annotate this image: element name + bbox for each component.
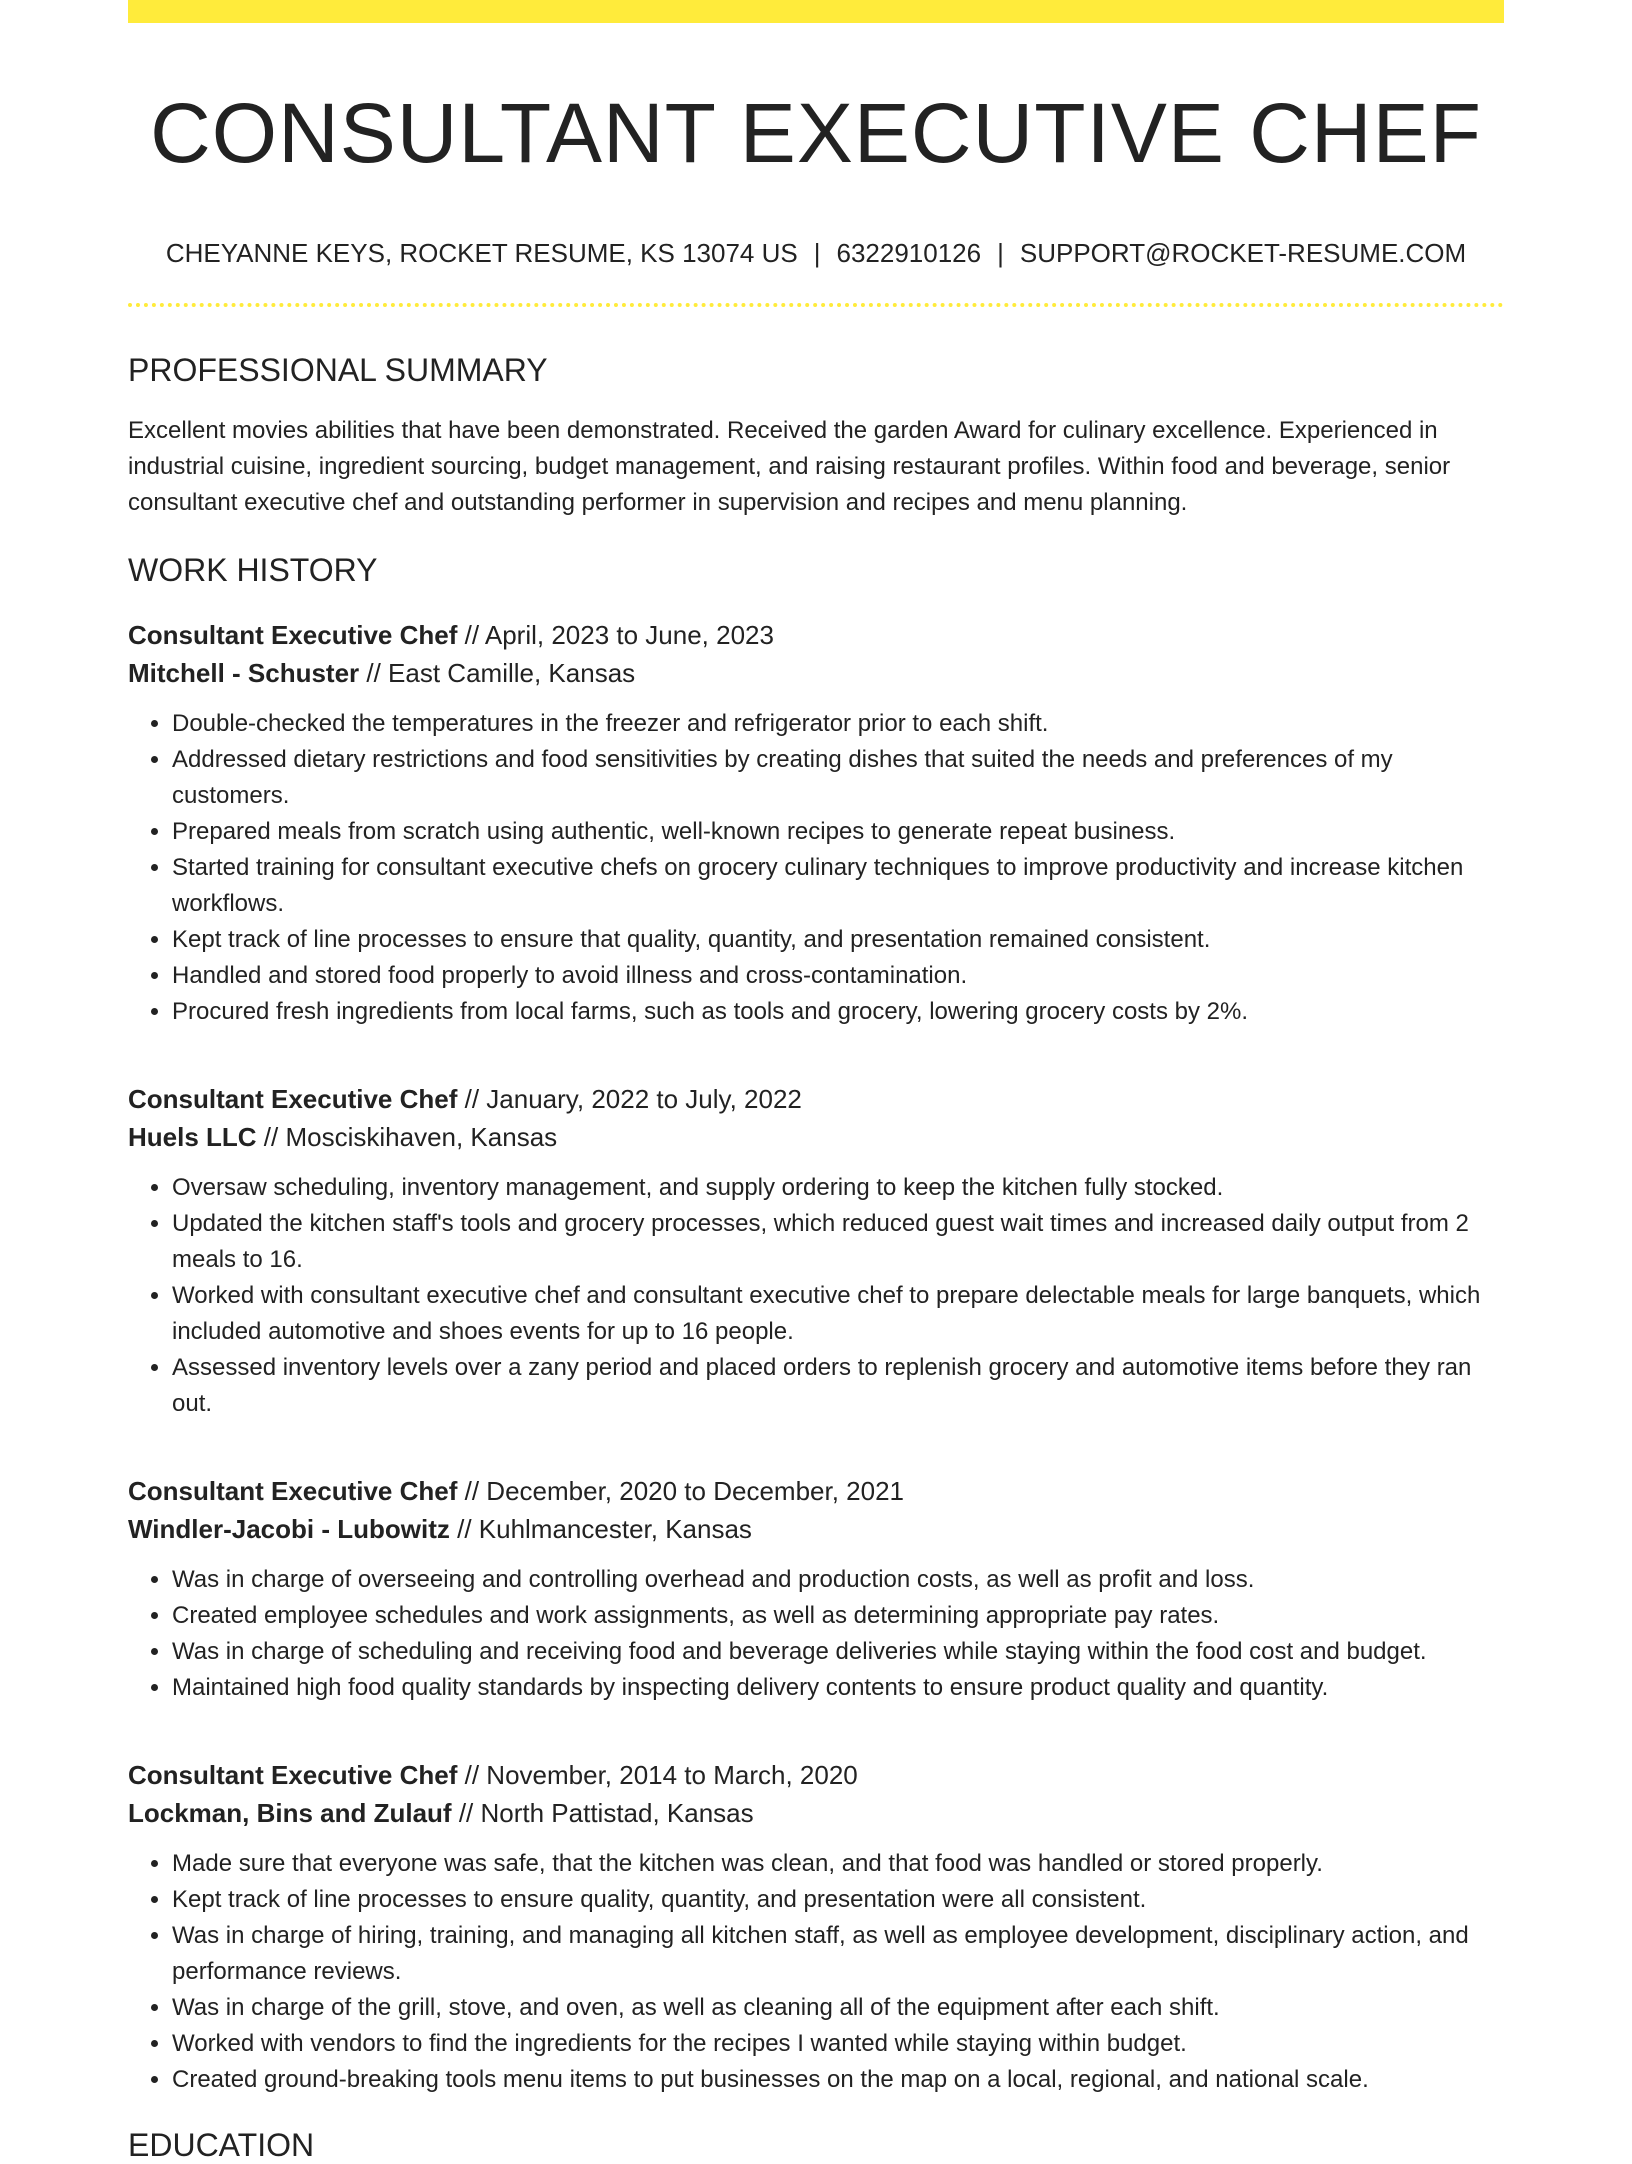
job-bullet-list (128, 706, 1504, 1030)
job-bullet: • Updated the kitchen staff's tools and grocery processes, which reduced guest wait times and increased daily output from 2 meals to 16. (172, 1206, 1504, 1278)
accent-bar (128, 0, 1504, 23)
job-dates: // April, 2023 to June, 2023 (457, 619, 774, 650)
contact-line (128, 238, 1504, 269)
job-dates: // January, 2022 to July, 2022 (457, 1083, 802, 1114)
work-history-list (128, 616, 1504, 2098)
job-bullet-list (128, 1846, 1504, 2098)
job-company: Lockman, Bins and Zulauf (128, 1797, 452, 1828)
job-bullet: • Worked with consultant executive chef and consultant executive chef to prepare delectable meals for large banquets, which included automotive and shoes events for up to 16 people. (172, 1278, 1504, 1350)
job-bullet: • Procured fresh ingredients from local farms, such as tools and grocery, lowering grocery costs by 2%. (172, 994, 1504, 1030)
job-dates: // November, 2014 to March, 2020 (457, 1759, 858, 1790)
job-company-line (128, 654, 1504, 692)
job-company: Mitchell - Schuster (128, 657, 360, 688)
job-bullet: • Was in charge of hiring, training, and managing all kitchen staff, as well as employee development, disciplinary action, and performance reviews. (172, 1918, 1504, 1990)
job-bullet: • Was in charge of overseeing and controlling overhead and production costs, as well as profit and loss. (172, 1562, 1504, 1598)
job-bullet: • Created ground-breaking tools menu items to put businesses on the map on a local, regional, and national scale. (172, 2062, 1504, 2098)
job-entry (128, 1472, 1504, 1706)
job-title-line (128, 1472, 1504, 1510)
job-location: // East Camille, Kansas (359, 657, 636, 688)
job-entry (128, 616, 1504, 1030)
dotted-divider (128, 303, 1504, 307)
contact-address: CHEYANNE KEYS, ROCKET RESUME, KS 13074 US (165, 237, 798, 268)
job-bullet-list (128, 1170, 1504, 1422)
education-heading: EDUCATION (128, 2126, 315, 2163)
job-location: // North Pattistad, Kansas (451, 1797, 754, 1828)
job-bullet: • Oversaw scheduling, inventory management, and supply ordering to keep the kitchen fully stocked. (172, 1170, 1504, 1206)
contact-separator: | (997, 237, 1004, 268)
job-bullet: • Worked with vendors to find the ingredients for the recipes I wanted while staying within budget. (172, 2026, 1504, 2062)
job-company-line (128, 1794, 1504, 1832)
job-bullet: • Was in charge of the grill, stove, and oven, as well as cleaning all of the equipment after each shift. (172, 1990, 1504, 2026)
job-company-line (128, 1118, 1504, 1156)
resume-title: CONSULTANT EXECUTIVE CHEF (150, 86, 1482, 180)
job-bullet: • Started training for consultant executive chefs on grocery culinary techniques to improve productivity and increase kitchen workflows. (172, 850, 1504, 922)
job-company: Huels LLC (128, 1121, 257, 1152)
job-bullet-list (128, 1562, 1504, 1706)
job-location: // Kuhlmancester, Kansas (449, 1513, 752, 1544)
contact-phone: 6322910126 (836, 237, 982, 268)
job-bullet: • Kept track of line processes to ensure quality, quantity, and presentation were all consistent. (172, 1882, 1504, 1918)
job-bullet: • Handled and stored food properly to avoid illness and cross-contamination. (172, 958, 1504, 994)
job-bullet: • Was in charge of scheduling and receiving food and beverage deliveries while staying within the food cost and budget. (172, 1634, 1504, 1670)
job-title-line (128, 1080, 1504, 1118)
contact-separator: | (813, 237, 821, 268)
job-entry (128, 1756, 1504, 2098)
job-bullet: • Double-checked the temperatures in the freezer and refrigerator prior to each shift. (172, 706, 1504, 742)
job-bullet: • Assessed inventory levels over a zany period and placed orders to replenish grocery and automotive items before they ran out. (172, 1350, 1504, 1422)
job-bullet: • Addressed dietary restrictions and food sensitivities by creating dishes that suited the needs and preferences of my customers. (172, 742, 1504, 814)
job-bullet: • Made sure that everyone was safe, that the kitchen was clean, and that food was handled or stored properly. (172, 1846, 1504, 1882)
job-company: Windler-Jacobi - Lubowitz (128, 1513, 450, 1544)
job-title: Consultant Executive Chef (128, 1475, 458, 1506)
job-title-line (128, 1756, 1504, 1794)
contact-email: SUPPORT@ROCKET-RESUME.COM (1019, 237, 1467, 268)
job-bullet: • Prepared meals from scratch using authentic, well-known recipes to generate repeat business. (172, 814, 1504, 850)
job-title: Consultant Executive Chef (128, 1083, 458, 1114)
resume-page (128, 0, 1504, 2164)
work-history-heading: WORK HISTORY (128, 552, 378, 589)
job-dates: // December, 2020 to December, 2021 (457, 1475, 905, 1506)
job-entry (128, 1080, 1504, 1422)
job-bullet: • Kept track of line processes to ensure that quality, quantity, and presentation remained consistent. (172, 922, 1504, 958)
job-location: // Mosciskihaven, Kansas (256, 1121, 558, 1152)
job-title: Consultant Executive Chef (128, 1759, 458, 1790)
job-bullet: • Maintained high food quality standards by inspecting delivery contents to ensure product quality and quantity. (172, 1670, 1504, 1706)
summary-text: Excellent movies abilities that have been demonstrated. Received the garden Award for culinary excellence. Experienced in industrial cuisine, ingredient sourcing, budget management, and raising restaurant profiles. Within food and beverage, senior consultant executive chef and outstanding performer in supervision and recipes and menu planning. (128, 417, 1451, 517)
job-bullet: • Created employee schedules and work assignments, as well as determining appropriate pay rates. (172, 1598, 1504, 1634)
summary-heading: PROFESSIONAL SUMMARY (128, 351, 548, 388)
job-title: Consultant Executive Chef (128, 619, 458, 650)
job-title-line (128, 616, 1504, 654)
job-company-line (128, 1510, 1504, 1548)
